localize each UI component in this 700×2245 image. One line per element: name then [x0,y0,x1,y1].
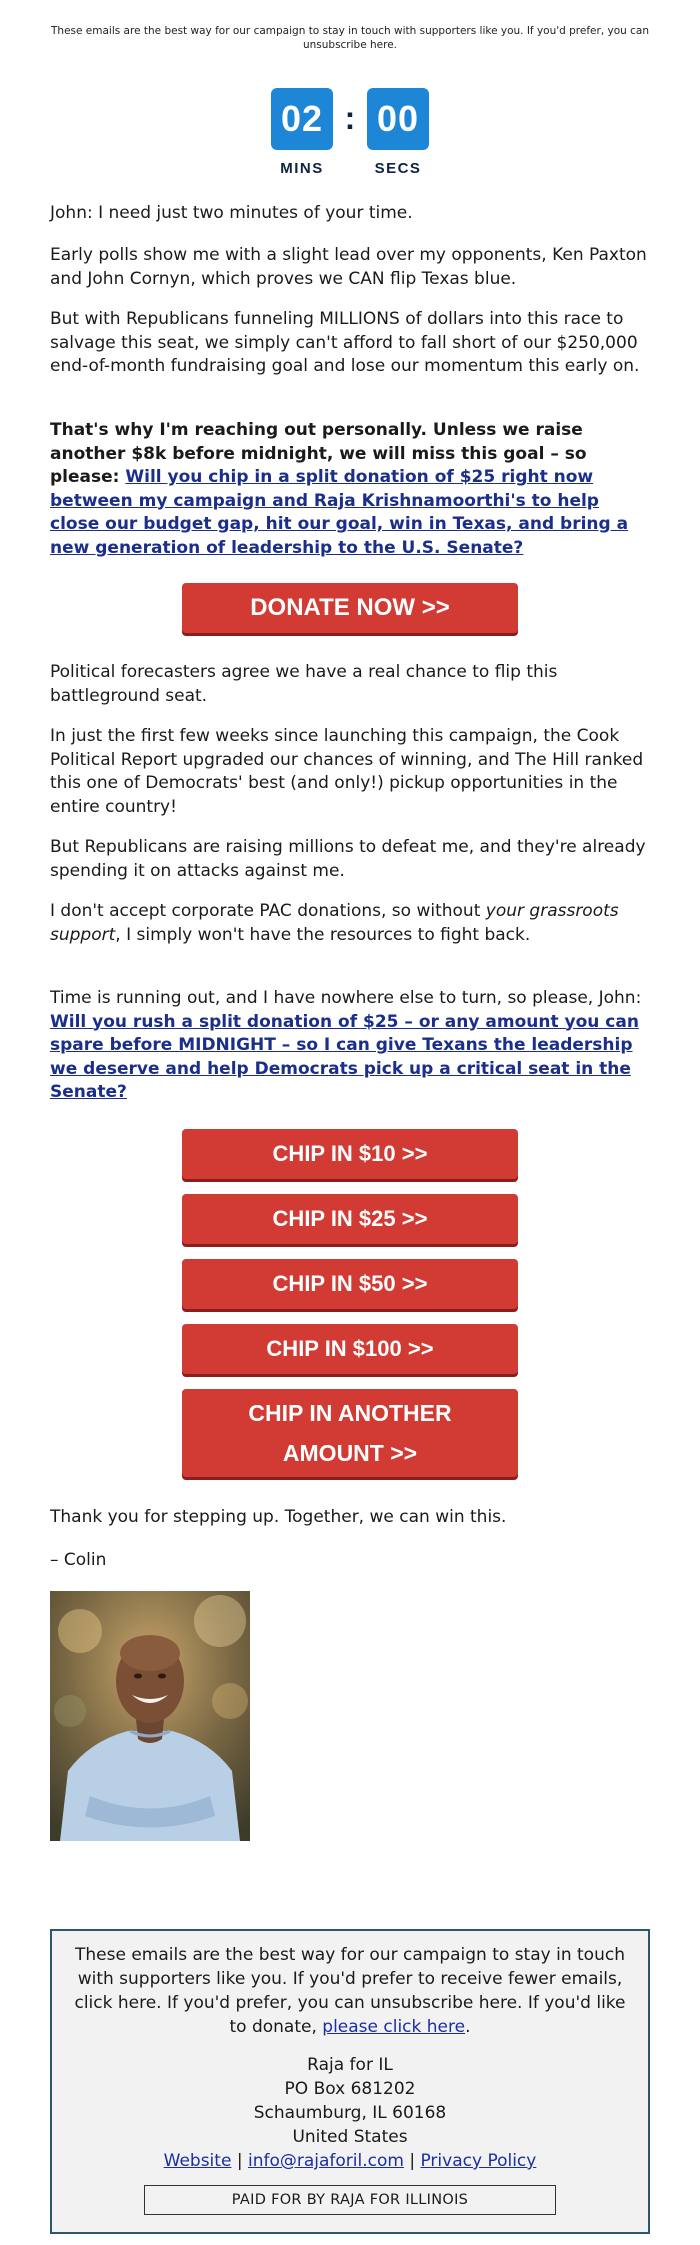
footer-address-line-3: Schaumburg, IL 60168 [253,2103,447,2123]
top-unsubscribe-note: These emails are the best way for our campaign to stay in touch with supporters like you. If you'd prefer, you can unsubscribe here. [51,25,649,51]
chip-in-25-button[interactable]: CHIP IN $25 >> [182,1194,518,1244]
appeal-bold-text: That's why I'm reaching out personally. Unless we raise another $8k before midnight, we will miss this goal – so please: [50,420,587,487]
footer-box [50,1929,650,2234]
donation-link-1[interactable]: Will you chip in a split donation of $25 right now between my campaign and Raja Krishnamoorthi's to help close our budget gap, hit our goal, win in Texas, and bring a new generation of leadership to the U.S. Senate? [50,467,629,558]
candidate-photo [50,1591,250,1841]
footer-address-line-1: Raja for IL [307,2055,393,2075]
footer-address-line-2: PO Box 681202 [284,2079,416,2099]
chip-in-other-amount-button[interactable] [182,1389,518,1477]
timer-colon: : [344,100,356,136]
footer-separator-1: | [231,2151,248,2171]
paragraph-cook-report: In just the first few weeks since launching this campaign, the Cook Political Report upgraded our chances of winning, and The Hill ranked this one of Democrats' best (and only!) pickup opportunities in the entire country! [50,726,644,817]
chip-other-line-2: AMOUNT >> [282,1440,418,1466]
time-plain-text: Time is running out, and I have nowhere else to turn, so please, John: [50,988,642,1008]
timer-minutes: 02 [271,88,333,150]
paragraph-thanks: Thank you for stepping up. Together, we can win this. [50,1507,507,1527]
paragraph-greeting: John: I need just two minutes of your time. [50,203,413,223]
countdown-timer [271,88,431,180]
footer-notice [70,1943,630,2039]
footer-links [70,2149,630,2173]
pac-emphasis: your grassroots support [50,901,619,945]
paragraph-polls: Early polls show me with a slight lead over my opponents, Ken Paxton and John Cornyn, which proves we CAN flip Texas blue. [50,245,647,289]
paragraph-appeal [50,419,650,560]
donate-now-button[interactable]: DONATE NOW >> [182,583,518,633]
pac-text-a: I don't accept corporate PAC donations, so without [50,901,486,921]
footer-donate-link[interactable]: please click here [322,2017,466,2037]
timer-minutes-label: MINS [280,160,324,177]
paragraph-forecasters: Political forecasters agree we have a real chance to flip this battleground seat. [50,662,558,706]
paragraph-pac [50,900,650,947]
pac-text-b: , I simply won't have the resources to fight back. [115,924,531,945]
chip-in-100-button[interactable]: CHIP IN $100 >> [182,1324,518,1374]
chip-other-line-1: CHIP IN ANOTHER [248,1400,452,1426]
footer-email-link[interactable]: info@rajaforil.com [247,2151,404,2171]
candidate-photo-image [50,1591,250,1841]
footer-separator-2: | [403,2151,421,2171]
footer-privacy-link[interactable]: Privacy Policy [420,2151,537,2171]
footer-website-link[interactable]: Website [163,2151,232,2171]
donation-link-2[interactable]: Will you rush a split donation of $25 – or any amount you can spare before MIDNIGHT – so I can give Texans the leadership we deserve and help Democrats pick up a critical seat in the Senate? [50,1011,639,1102]
chip-in-50-button[interactable]: CHIP IN $50 >> [182,1259,518,1309]
paragraph-attacks: But Republicans are raising millions to defeat me, and they're already spending it on attacks against me. [50,837,646,881]
chip-in-10-button[interactable]: CHIP IN $10 >> [182,1129,518,1179]
footer-address [70,2053,630,2149]
footer-notice-text: These emails are the best way for our campaign to stay in touch with supporters like you. If you'd prefer to receive fewer emails, click here. If you'd prefer, you can unsubscribe here. If you'd like to donate, [74,1945,626,2037]
footer-period: . [465,2017,471,2037]
paragraph-time-running-out [50,987,650,1105]
footer-address-line-4: United States [292,2127,408,2147]
signoff: – Colin [50,1550,107,1570]
timer-seconds: 00 [367,88,429,150]
paragraph-republicans: But with Republicans funneling MILLIONS of dollars into this race to salvage this seat, we simply can't afford to fall short of our $250,000 end-of-month fundraising goal and lose our momentum this early on. [50,309,640,376]
paid-for-disclaimer: PAID FOR BY RAJA FOR ILLINOIS [144,2185,556,2215]
timer-seconds-label: SECS [374,160,422,177]
